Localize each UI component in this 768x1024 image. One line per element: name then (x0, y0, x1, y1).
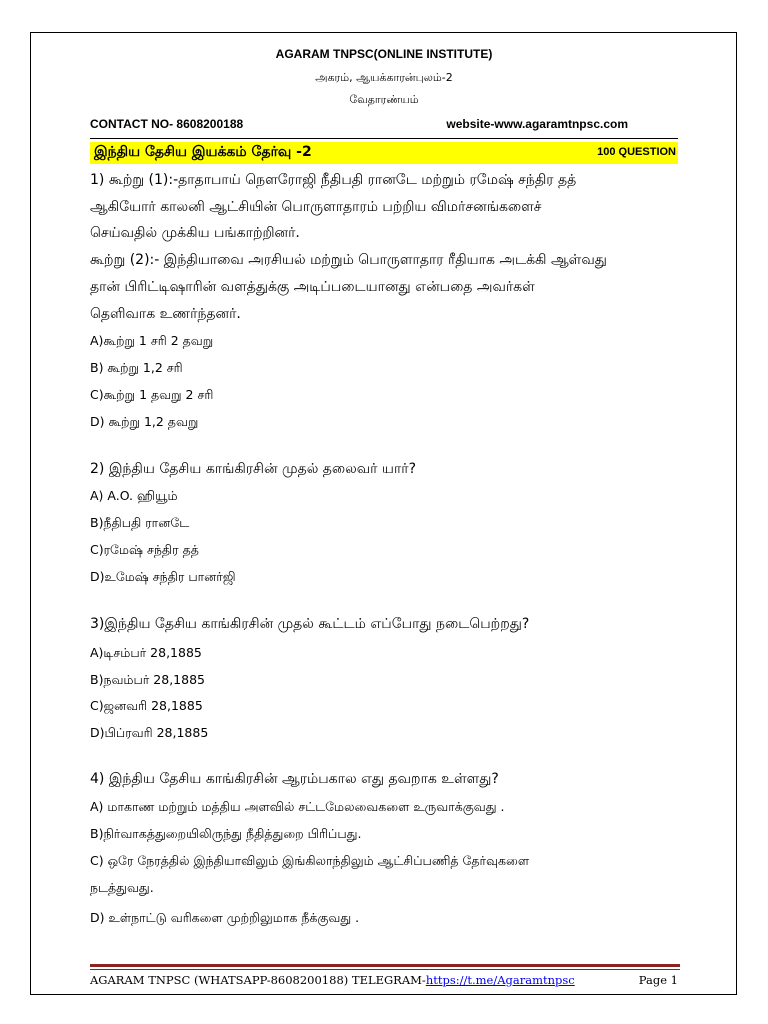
option-c-continued: நடத்துவது. (90, 880, 154, 895)
option-d: D)உமேஷ் சந்திர பானர்ஜி (90, 569, 236, 584)
option-a: A)கூற்று 1 சரி 2 தவறு (90, 333, 214, 348)
option-b: B) கூற்று 1,2 சரி (90, 360, 183, 375)
question-1-line: தான் பிரிட்டிஷாரின் வளத்துக்கு அடிப்படையானது என்பதை அவர்கள் (90, 279, 535, 295)
website-text: website-www.agaramtnpsc.com (446, 117, 628, 131)
question-count: 100 QUESTION (597, 146, 676, 158)
question-2-text: 2) இந்திய தேசிய காங்கிரசின் முதல் தலைவர் யார்? (90, 461, 416, 477)
question-1-line: 1) கூற்று (1):-தாதாபாய் நௌரோஜி நீதிபதி ரானடே மற்றும் ரமேஷ் சந்திர தத் (90, 172, 577, 188)
footer-contact: AGARAM TNPSC (WHATSAPP-8608200188) TELEGRAM- (90, 973, 426, 987)
question-1-line: தெளிவாக உணர்ந்தனர். (90, 306, 241, 322)
option-b: B)நீதிபதி ரானடே (90, 515, 190, 530)
option-b: B)நிர்வாகத்துறையிலிருந்து நீதித்துறை பிரிப்பது. (90, 826, 362, 841)
contact-row (90, 117, 678, 133)
option-d: D)பிப்ரவரி 28,1885 (90, 725, 209, 740)
footer-text (90, 973, 575, 987)
title-bar (90, 142, 678, 164)
footer (90, 973, 680, 989)
question-4-text: 4) இந்திய தேசிய காங்கிரசின் ஆரம்பகால எது தவறாக உள்ளது? (90, 771, 499, 787)
option-a: A)டிசம்பர் 28,1885 (90, 645, 202, 660)
footer-divider-thick (90, 964, 680, 967)
address-line-1: அகரம், ஆயக்காரன்புலம்-2 (315, 71, 453, 84)
option-c: C)ஜனவரி 28,1885 (90, 698, 203, 713)
exam-title: இந்திய தேசிய இயக்கம் தேர்வு -2 (94, 144, 312, 160)
option-c: C)கூற்று 1 தவறு 2 சரி (90, 387, 214, 402)
option-a: A) மாகாண மற்றும் மத்திய அளவில் சட்டமேலவைகளை உருவாக்குவது . (90, 799, 505, 814)
page-number: Page 1 (638, 973, 678, 987)
option-b: B)நவம்பர் 28,1885 (90, 672, 205, 687)
option-c: C)ரமேஷ் சந்திர தத் (90, 542, 199, 557)
telegram-link[interactable]: https://t.me/Agaramtnpsc (425, 973, 575, 987)
option-a: A) A.O. ஹியூம் (90, 488, 178, 503)
question-1-line: செய்வதில் முக்கிய பங்காற்றினர். (90, 225, 300, 241)
option-c: C) ஒரே நேரத்தில் இந்தியாவிலும் இங்கிலாந்திலும் ஆட்சிப்பணித் தேர்வுகளை (90, 853, 530, 868)
contact-number: CONTACT NO- 8608200188 (90, 117, 244, 131)
option-d: D) கூற்று 1,2 தவறு (90, 414, 199, 429)
header-divider (90, 138, 678, 139)
question-1-line: ஆகியோர் காலனி ஆட்சியின் பொருளாதாரம் பற்றிய விமர்சனங்களைச் (90, 199, 542, 215)
address-line-2: வேதாரண்யம் (349, 93, 419, 106)
institute-name: AGARAM TNPSC(ONLINE INSTITUTE) (275, 47, 493, 61)
option-d: D) உள்நாட்டு வரிகளை முற்றிலுமாக நீக்குவது . (90, 910, 360, 925)
question-1-line: கூற்று (2):- இந்தியாவை அரசியல் மற்றும் பொருளாதார ரீதியாக அடக்கி ஆள்வது (90, 252, 607, 268)
question-3-text: 3)இந்திய தேசிய காங்கிரசின் முதல் கூட்டம் எப்போது நடைபெற்றது? (90, 616, 530, 632)
footer-divider-thin (90, 969, 680, 970)
